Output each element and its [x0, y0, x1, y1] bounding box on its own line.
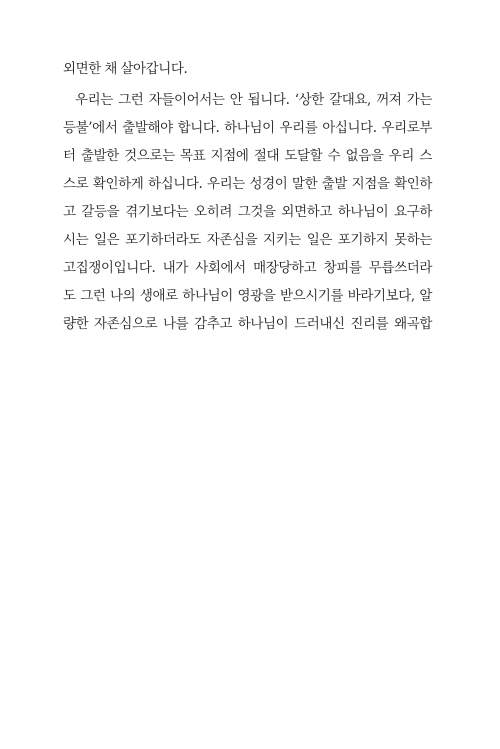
body-text-line: 고 갈등을 겪기보다는 오히려 그것을 외면하고 하나님이 요구하 — [63, 204, 432, 220]
body-text-line: 도 그런 나의 생애로 하나님이 영광을 받으시기를 바라기보다, 알 — [63, 288, 432, 304]
body-text-line: 스로 확인하게 하십니다. 우리는 성경이 말한 출발 지점을 확인하 — [63, 176, 432, 192]
body-text-line: 시는 일은 포기하더라도 자존심을 지키는 일은 포기하지 못하는 — [63, 232, 432, 248]
body-text-line: 터 출발한 것으로는 목표 지점에 절대 도달할 수 없음을 우리 스 — [63, 148, 432, 164]
body-text-line: 량한 자존심으로 나를 감추고 하나님이 드러내신 진리를 왜곡합 — [63, 316, 432, 332]
body-text-line: 고집쟁이입니다. 내가 사회에서 매장당하고 창피를 무릅쓰더라 — [63, 260, 432, 276]
body-text-line: 등불’에서 출발해야 합니다. 하나님이 우리를 아십니다. 우리로부 — [63, 120, 432, 136]
body-text-line: 우리는 그런 자들이어서는 안 됩니다. ‘상한 갈대요, 꺼져 가는 — [75, 92, 432, 108]
body-text-line: 외면한 채 살아갑니다. — [63, 61, 188, 77]
